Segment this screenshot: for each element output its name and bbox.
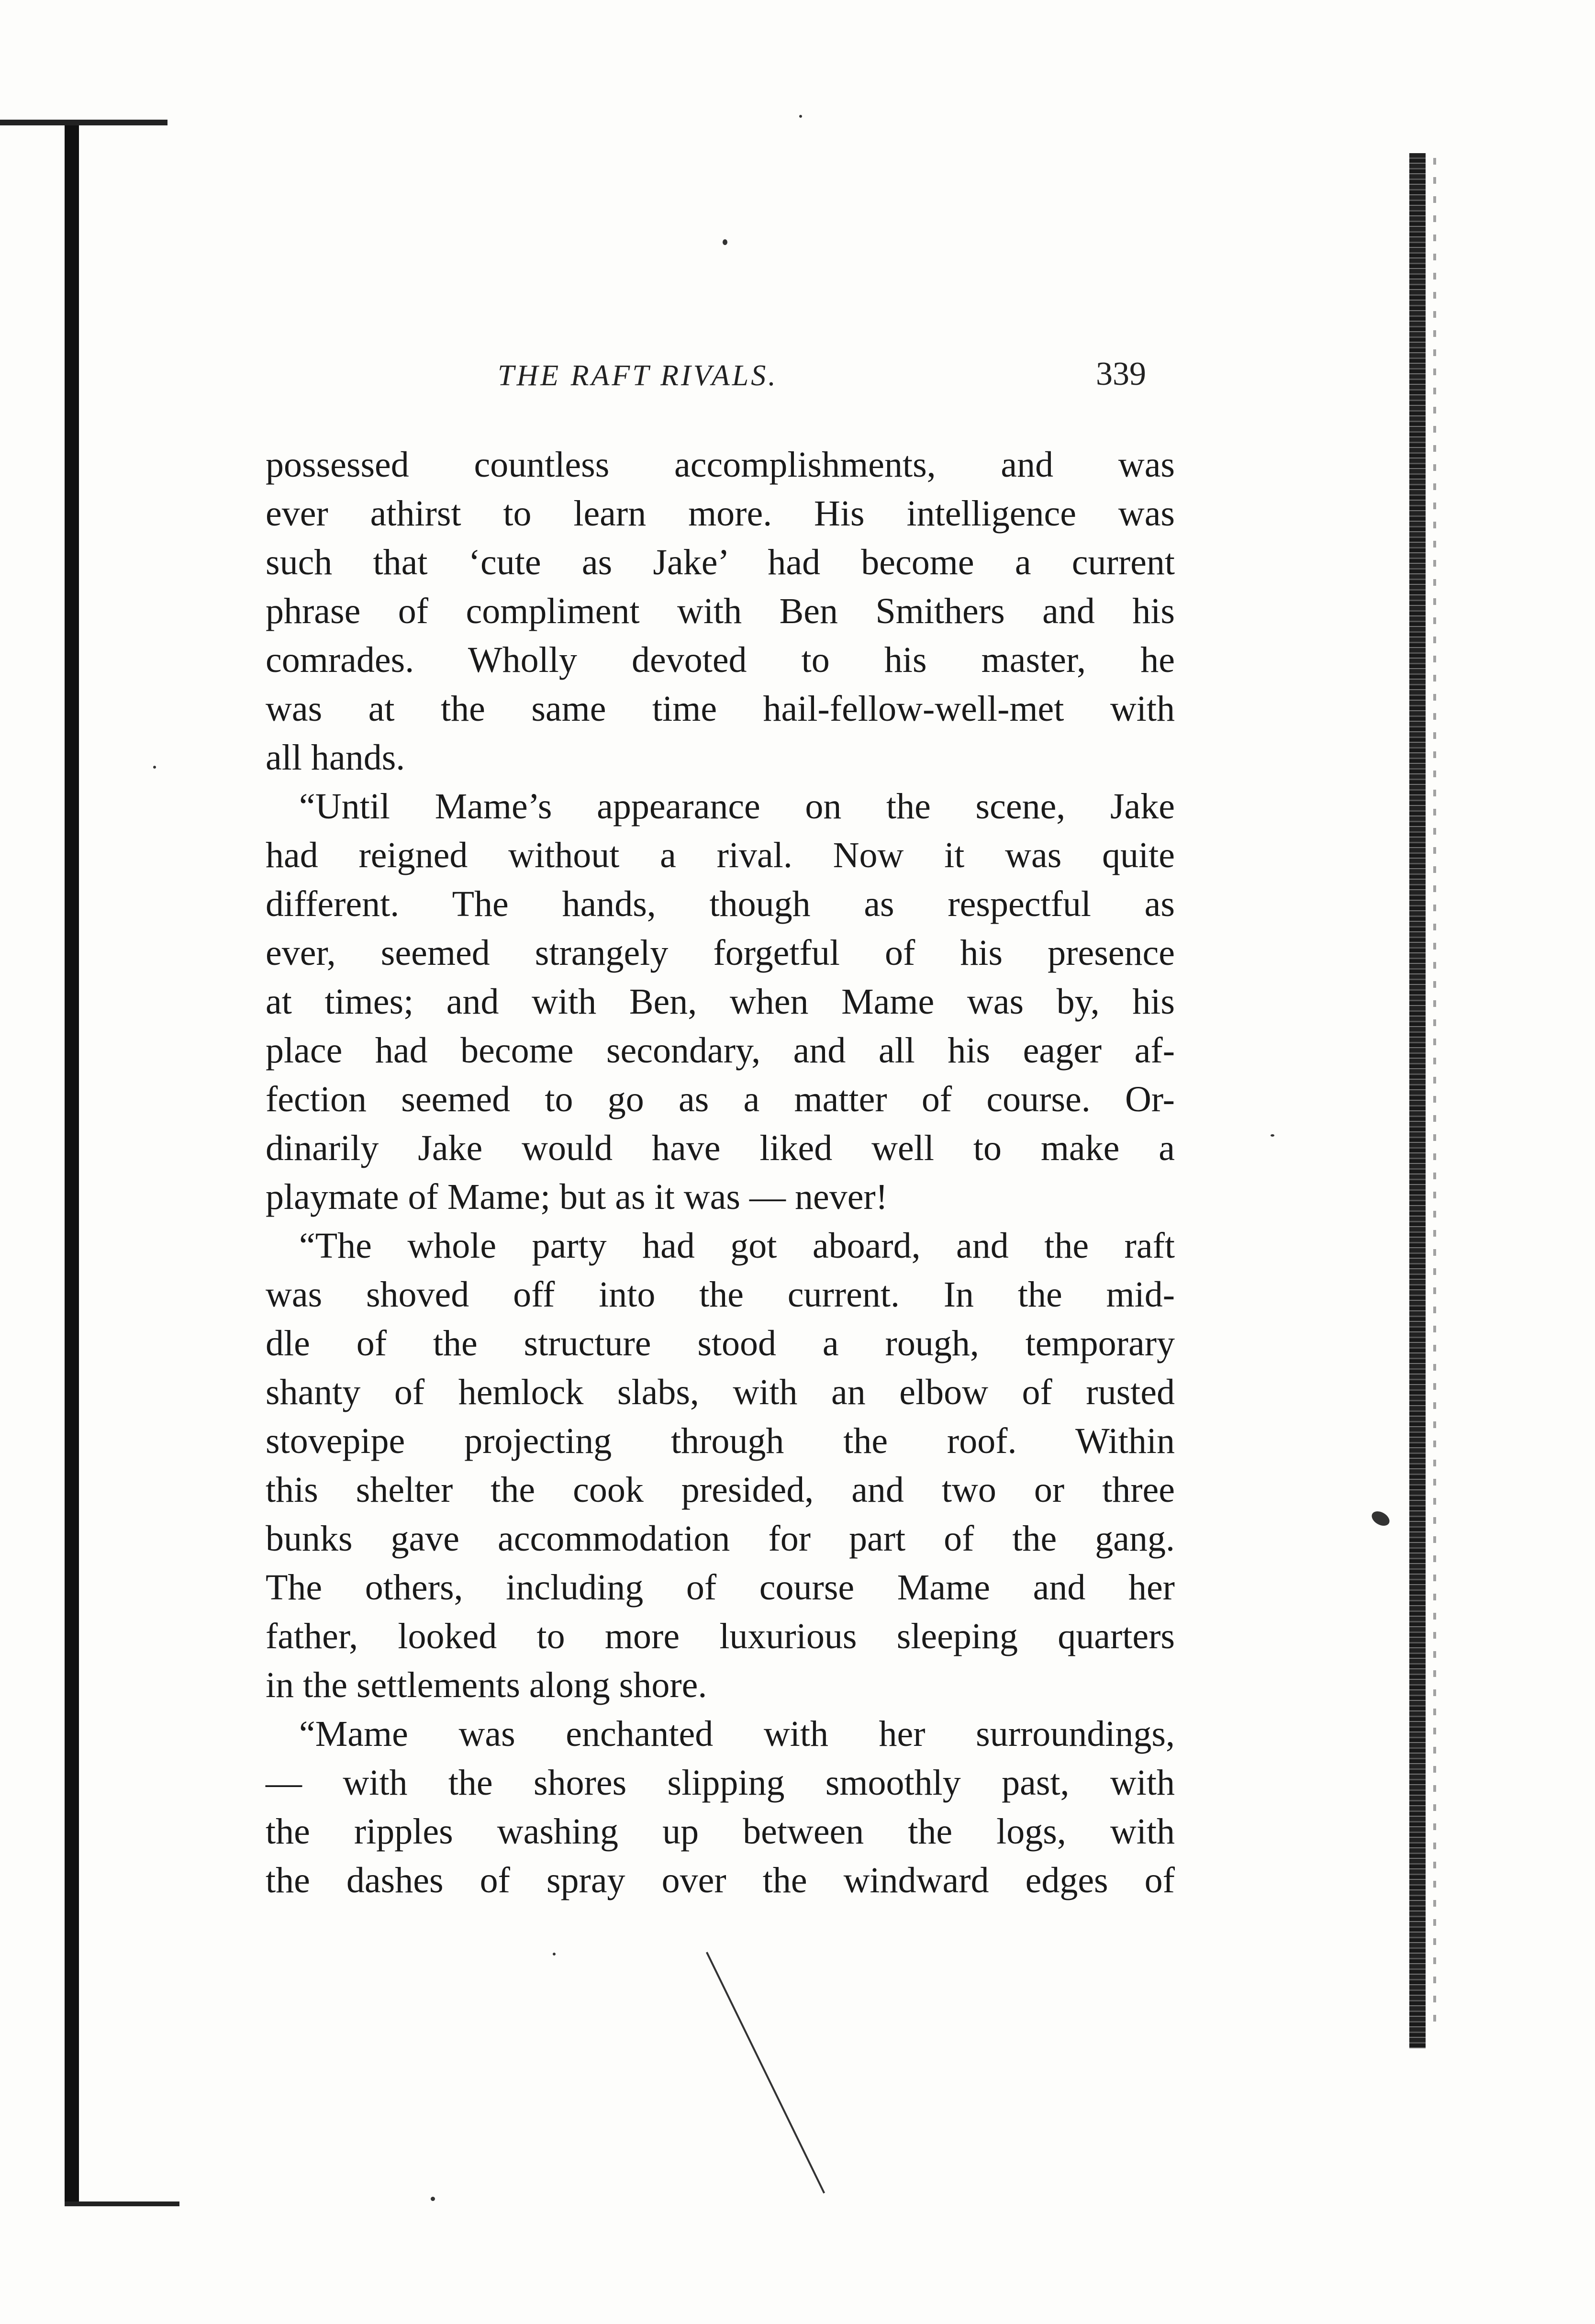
text-line: “Mame was enchanted with her surroundings, — [299, 1714, 1175, 1754]
text-line: in the settlements along shore. — [266, 1665, 707, 1705]
text-line: “Until Mame’s appearance on the scene, Jake — [299, 786, 1175, 827]
scan-speck — [553, 1953, 556, 1955]
left-binding-edge-top — [0, 120, 167, 125]
text-line: phrase of compliment with Ben Smithers and his — [266, 591, 1175, 631]
scan-speck — [799, 115, 802, 118]
text-line: all hands. — [266, 737, 405, 778]
text-line: ever athirst to learn more. His intelligence was — [266, 493, 1175, 534]
text-line: place had become secondary, and all his eager af- — [266, 1030, 1175, 1071]
text-line: bunks gave accommodation for part of the gang. — [266, 1519, 1175, 1559]
text-line: the ripples washing up between the logs, with — [266, 1811, 1175, 1852]
text-line: comrades. Wholly devoted to his master, he — [266, 640, 1175, 680]
text-line: at times; and with Ben, when Mame was by, his — [266, 982, 1175, 1022]
text-line: stovepipe projecting through the roof. Within — [266, 1421, 1175, 1461]
scan-speck — [1369, 1508, 1392, 1529]
text-line: dinarily Jake would have liked well to make a — [266, 1128, 1175, 1168]
text-line: playmate of Mame; but as it was — never! — [266, 1177, 888, 1217]
text-line: such that ‘cute as Jake’ had become a current — [266, 542, 1175, 582]
scan-artifact-stroke — [706, 1952, 825, 2193]
scan-speck — [431, 2197, 435, 2201]
right-binding-edge — [1409, 153, 1426, 2048]
scan-speck — [153, 766, 156, 769]
text-line: The others, including of course Mame and her — [266, 1567, 1175, 1608]
text-line: ever, seemed strangely forgetful of his presence — [266, 933, 1175, 973]
scan-speck — [723, 239, 727, 245]
text-line: dle of the structure stood a rough, temporary — [266, 1323, 1175, 1363]
text-line: fection seemed to go as a matter of course. Or- — [266, 1079, 1175, 1119]
text-line: shanty of hemlock slabs, with an elbow of rusted — [266, 1372, 1175, 1412]
text-line: was at the same time hail-fellow-well-met with — [266, 689, 1175, 729]
text-line: “The whole party had got aboard, and the raft — [299, 1226, 1175, 1266]
body-text — [266, 440, 1175, 1905]
text-line: was shoved off into the current. In the mid- — [266, 1274, 1175, 1315]
text-line: — with the shores slipping smoothly past, with — [266, 1763, 1175, 1803]
running-head: THE RAFT RIVALS. — [498, 359, 778, 392]
page-number: 339 — [1096, 356, 1146, 392]
right-binding-shadow — [1433, 158, 1436, 2024]
left-binding-edge-bottom — [65, 2201, 179, 2206]
left-binding-edge — [65, 120, 79, 2206]
text-line: this shelter the cook presided, and two or three — [266, 1470, 1175, 1510]
text-line: possessed countless accomplishments, and was — [266, 445, 1175, 485]
text-line: father, looked to more luxurious sleeping quarters — [266, 1616, 1175, 1656]
text-line: the dashes of spray over the windward edges of — [266, 1860, 1175, 1900]
text-line: different. The hands, though as respectful as — [266, 884, 1175, 924]
text-line: had reigned without a rival. Now it was quite — [266, 835, 1175, 875]
scan-speck — [1271, 1134, 1274, 1137]
